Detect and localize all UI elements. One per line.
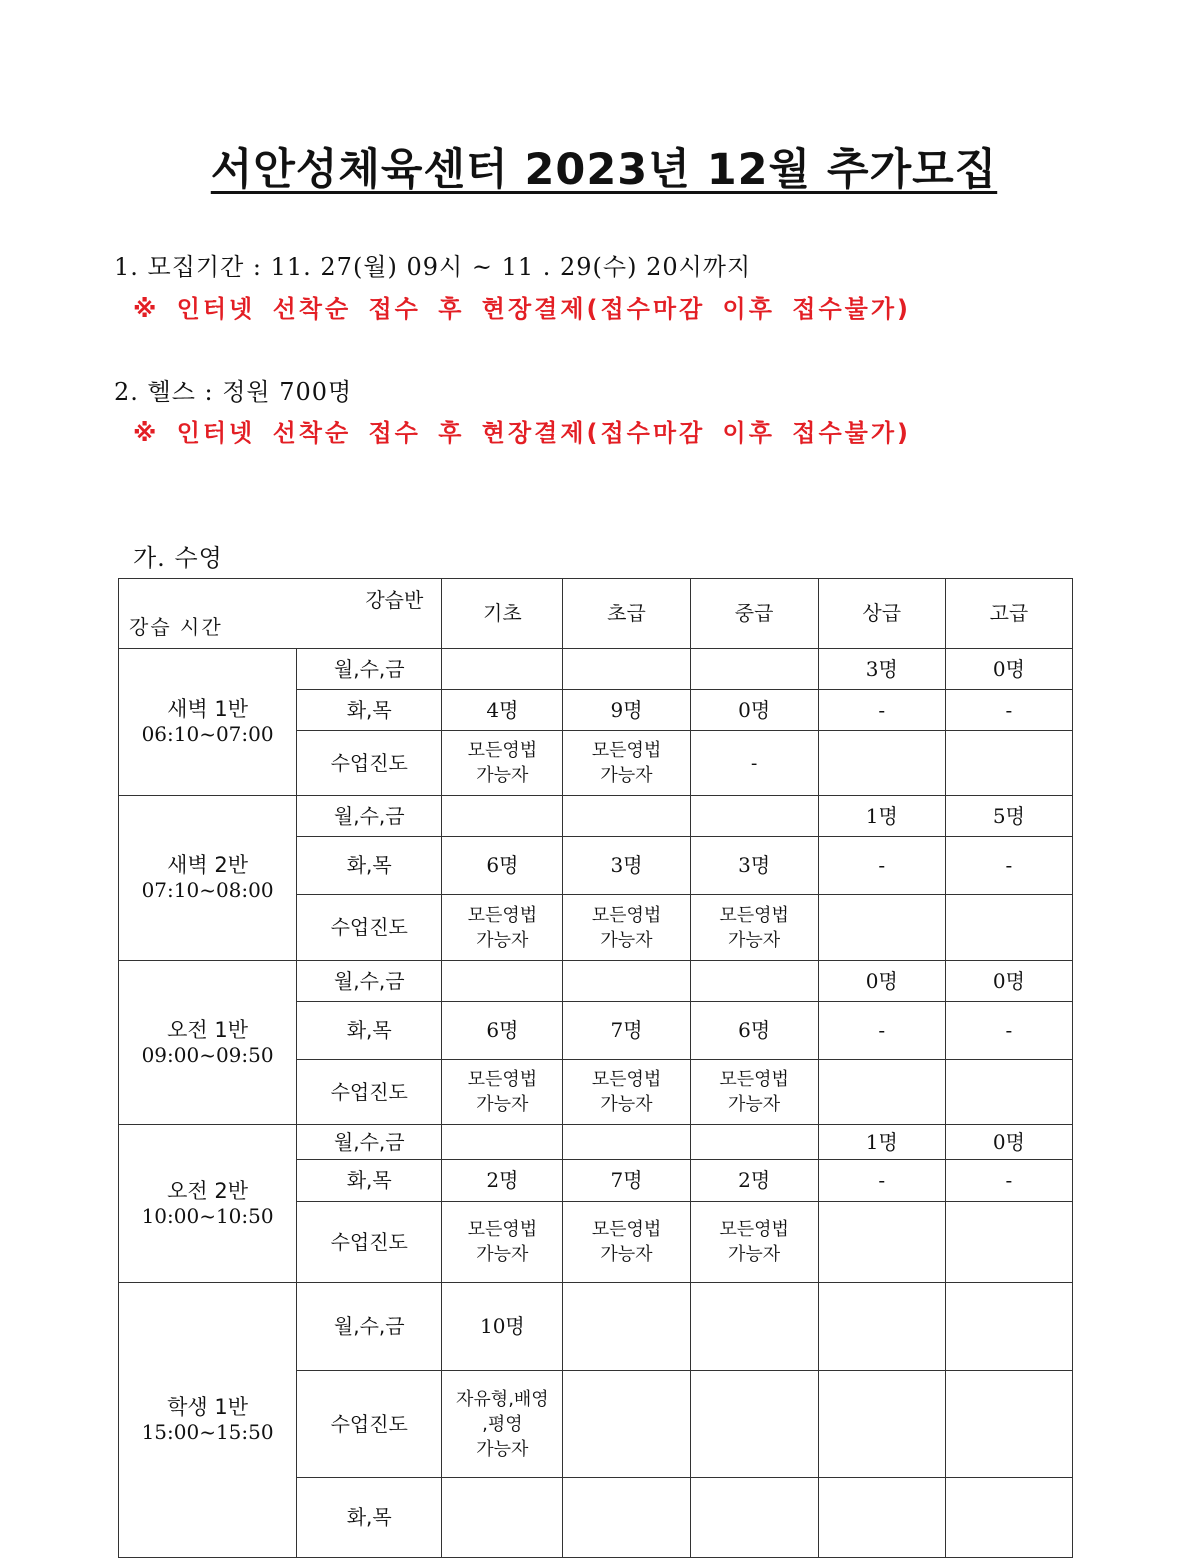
count-cell: 3명 — [690, 837, 818, 895]
table-row — [119, 649, 1073, 690]
day-label: 화,목 — [297, 1002, 442, 1060]
slot-name: 학생 1반 — [167, 1395, 249, 1419]
time-slot-cell — [119, 1125, 297, 1283]
count-cell — [690, 796, 818, 837]
count-cell — [690, 1283, 818, 1371]
count-cell — [945, 1283, 1072, 1371]
count-cell: 4명 — [442, 690, 563, 731]
day-label: 화,목 — [297, 690, 442, 731]
count-cell — [690, 961, 818, 1002]
count-cell: 9명 — [563, 690, 690, 731]
table-row — [119, 1283, 1073, 1371]
count-cell — [945, 1478, 1072, 1558]
count-cell: - — [818, 1002, 945, 1060]
count-cell: - — [945, 690, 1072, 731]
count-cell: 5명 — [945, 796, 1072, 837]
progress-cell: 모든영법 가능자 — [442, 731, 563, 796]
slot-name: 새벽 1반 — [167, 697, 249, 721]
day-label: 화,목 — [297, 837, 442, 895]
count-cell: 3명 — [818, 649, 945, 690]
table-row — [119, 796, 1073, 837]
count-cell: 0명 — [945, 649, 1072, 690]
day-label: 수업진도 — [297, 1060, 442, 1125]
slot-name: 오전 1반 — [167, 1017, 249, 1042]
progress-cell: 모든영법 가능자 — [690, 895, 818, 961]
count-cell: 0명 — [945, 1125, 1072, 1160]
count-cell — [442, 961, 563, 1002]
day-label: 수업진도 — [297, 1202, 442, 1283]
count-cell — [690, 1125, 818, 1160]
count-cell — [442, 796, 563, 837]
count-cell — [818, 1478, 945, 1558]
progress-cell — [690, 1371, 818, 1478]
progress-cell: 모든영법 가능자 — [690, 1202, 818, 1283]
slot-time: 09:00~09:50 — [141, 1042, 274, 1067]
slot-time: 15:00~15:50 — [141, 1420, 274, 1444]
progress-cell — [945, 1371, 1072, 1478]
table-header-row — [119, 579, 1073, 649]
progress-cell: 모든영법 가능자 — [563, 731, 690, 796]
progress-cell: 모든영법 가능자 — [442, 1202, 563, 1283]
day-label: 월,수,금 — [297, 961, 442, 1002]
progress-cell — [563, 1371, 690, 1478]
count-cell — [563, 1478, 690, 1558]
slot-time: 07:10~08:00 — [141, 878, 274, 902]
count-cell: 6명 — [442, 837, 563, 895]
progress-cell: 자유형,배영 ,평영 가능자 — [442, 1371, 563, 1478]
progress-cell — [818, 1202, 945, 1283]
swim-subheading: 가. 수영 — [133, 544, 223, 572]
swim-schedule-table — [118, 578, 1073, 1558]
count-cell: - — [818, 690, 945, 731]
count-cell: 10명 — [442, 1283, 563, 1371]
count-cell: - — [818, 1160, 945, 1202]
slot-name: 새벽 2반 — [167, 853, 249, 877]
count-cell — [563, 1283, 690, 1371]
day-label: 화,목 — [297, 1160, 442, 1202]
time-slot-cell — [119, 961, 297, 1125]
day-label: 수업진도 — [297, 895, 442, 961]
slot-time: 10:00~10:50 — [141, 1203, 274, 1228]
count-cell: 6명 — [442, 1002, 563, 1060]
count-cell: 7명 — [563, 1160, 690, 1202]
count-cell: 1명 — [818, 1125, 945, 1160]
time-header: 강습 시간 — [129, 614, 223, 639]
count-cell — [818, 1283, 945, 1371]
count-cell: 0명 — [690, 690, 818, 731]
level-header: 기초 — [442, 579, 563, 649]
count-cell: 2명 — [442, 1160, 563, 1202]
count-cell: 3명 — [563, 837, 690, 895]
time-slot-cell — [119, 1283, 297, 1558]
progress-cell: 모든영법 가능자 — [563, 895, 690, 961]
count-cell — [563, 796, 690, 837]
notice-1: ※ 인터넷 선착순 접수 후 현장결제(접수마감 이후 접수불가) — [133, 295, 911, 323]
progress-cell — [818, 1060, 945, 1125]
time-slot-cell — [119, 649, 297, 796]
slot-name: 오전 2반 — [167, 1178, 249, 1203]
progress-cell: 모든영법 가능자 — [563, 1202, 690, 1283]
count-cell: 1명 — [818, 796, 945, 837]
progress-cell — [945, 1202, 1072, 1283]
health-capacity: 2. 헬스 : 정원 700명 — [114, 378, 353, 406]
progress-cell — [945, 731, 1072, 796]
time-slot-cell — [119, 796, 297, 961]
progress-cell: 모든영법 가능자 — [442, 1060, 563, 1125]
count-cell — [563, 961, 690, 1002]
count-cell: 0명 — [818, 961, 945, 1002]
level-header: 초급 — [563, 579, 690, 649]
recruit-period: 1. 모집기간 : 11. 27(월) 09시 ~ 11 . 29(수) 20시까지 — [114, 253, 752, 281]
day-label: 월,수,금 — [297, 1283, 442, 1371]
count-cell: 6명 — [690, 1002, 818, 1060]
progress-cell — [818, 1371, 945, 1478]
day-label: 월,수,금 — [297, 1125, 442, 1160]
page-title: 서안성체육센터 2023년 12월 추가모집 — [210, 145, 998, 195]
level-header: 고급 — [945, 579, 1072, 649]
level-header: 중급 — [690, 579, 818, 649]
progress-cell — [945, 1060, 1072, 1125]
day-label: 수업진도 — [297, 731, 442, 796]
day-label: 화,목 — [297, 1478, 442, 1558]
progress-cell — [945, 895, 1072, 961]
table-row — [119, 1125, 1073, 1160]
corner-header — [119, 579, 442, 649]
level-header: 상급 — [818, 579, 945, 649]
count-cell: 2명 — [690, 1160, 818, 1202]
count-cell — [563, 649, 690, 690]
progress-cell: 모든영법 가능자 — [563, 1060, 690, 1125]
table-row — [119, 961, 1073, 1002]
progress-cell — [818, 895, 945, 961]
count-cell: 7명 — [563, 1002, 690, 1060]
count-cell: - — [818, 837, 945, 895]
day-label: 월,수,금 — [297, 796, 442, 837]
count-cell: 0명 — [945, 961, 1072, 1002]
count-cell: - — [945, 1160, 1072, 1202]
progress-cell: 모든영법 가능자 — [442, 895, 563, 961]
progress-cell: - — [690, 731, 818, 796]
count-cell — [442, 1125, 563, 1160]
count-cell — [690, 649, 818, 690]
count-cell: - — [945, 837, 1072, 895]
notice-2: ※ 인터넷 선착순 접수 후 현장결제(접수마감 이후 접수불가) — [133, 419, 911, 447]
count-cell: - — [945, 1002, 1072, 1060]
count-cell — [442, 1478, 563, 1558]
progress-cell: 모든영법 가능자 — [690, 1060, 818, 1125]
day-label: 월,수,금 — [297, 649, 442, 690]
count-cell — [563, 1125, 690, 1160]
day-label: 수업진도 — [297, 1371, 442, 1478]
count-cell — [442, 649, 563, 690]
slot-time: 06:10~07:00 — [141, 722, 274, 746]
progress-cell — [818, 731, 945, 796]
class-header: 강습반 — [365, 587, 424, 612]
count-cell — [690, 1478, 818, 1558]
